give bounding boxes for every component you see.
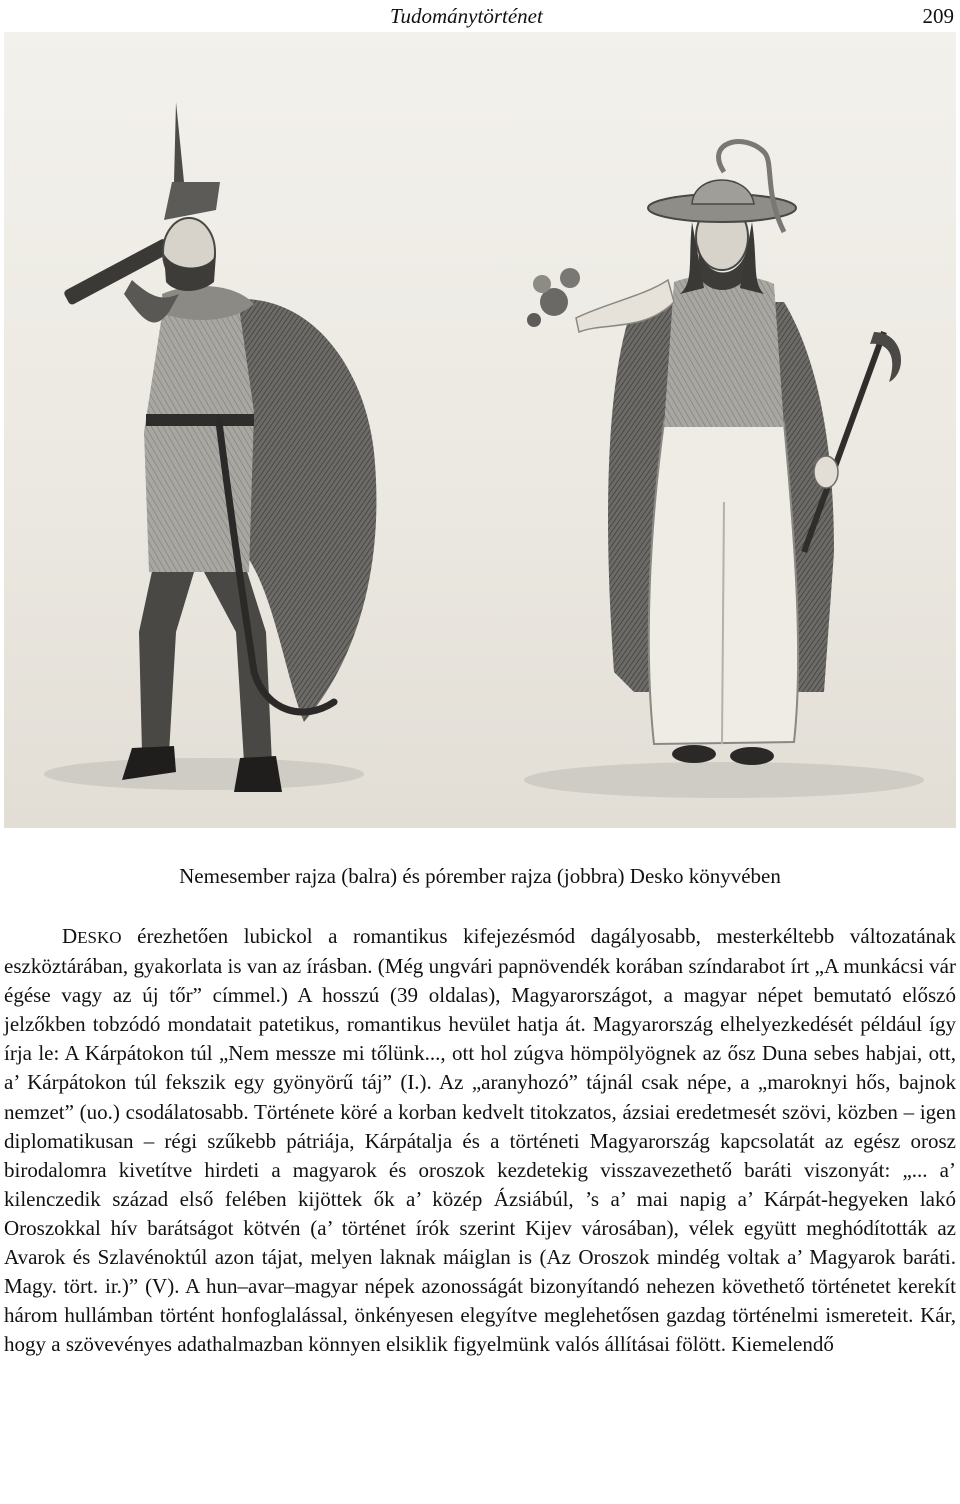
article-body (4, 922, 956, 1359)
section-title: Tudománytörténet (390, 4, 543, 28)
running-header (0, 0, 960, 34)
author-name-initial: D (62, 924, 78, 948)
lithograph-drawing (4, 32, 956, 828)
author-name-smallcaps: ESKO (77, 928, 122, 947)
commoner-figure (524, 142, 924, 798)
page-number: 209 (922, 4, 954, 28)
nobleman-figure (44, 102, 376, 792)
body-paragraph (4, 922, 956, 1359)
figure-caption: Nemesember rajza (balra) és pórember rajza (jobbra) Desko könyvében (179, 864, 781, 888)
paragraph-text: érezhetően lubickol a romantikus kifejezésmód dagályosabb, mesterkéltebb változatának eszköztárában, gyakorlata is van az írásban. (Még ungvári papnövendék korában színdarabot írt „A munkácsi vár égése vagy az új tőr” címmel.) A hosszú (39 oldalas), Magyarországot, a magyar népet bemutató előszó jelzőkben tobzódó mondatait patetikus, romantikus hevület hatja át. Magyarország elhelyezkedését például így írja le: A Kárpátokon túl „Nem messze mi tőlünk..., ott hol zúgva hömpölyögnek az ősz Duna sebes habjai, ott, a’ Kárpátokon túl fekszik egy gyönyörű táj” (I.). Az „aranyhozó” tájnál csak népe, a „maroknyi hős, bajnok nemzet” (uo.) csodálatosabb. Története köré a korban kedvelt titokzatos, ázsiai eredetmesét szövi, közben – igen diplomatikusan – régi szűkebb pátriája, Kárpátalja és a történeti Magyarország kapcsolatát az egész orosz birodalomra kivetítve hirdeti a magyarok és oroszok kezdetekig visszavezethető baráti viszonyát: „... a’ kilenczedik század első felében kijöttek ők a’ közép Ázsiábúl, ’s a’ mai napig a’ Kárpát-hegyeken lakó Oroszokkal hív barátságot kötvén (a’ történet írók szerint Kijev városában), vélek együtt meghódították az Avarok és Szlavénoktúl azon tájat, melyen laknak máiglan is (Az Oroszok mindég voltak a’ Magyarok baráti. Magy. tört. ir.)” (V). A hun–avar–magyar népek azonosságát bizonyítandó nehezen követhető történetet kerekít három hullámban történt honfoglalással, önkényesen elegyítve meglehetősen gazdag történelmi ismereteit. Kár, hogy a szövevényes adathalmazban könnyen elsiklik figyelmünk valós állításai fölött. Kiemelendő (4, 924, 956, 1357)
lithograph-illustration (4, 32, 956, 828)
